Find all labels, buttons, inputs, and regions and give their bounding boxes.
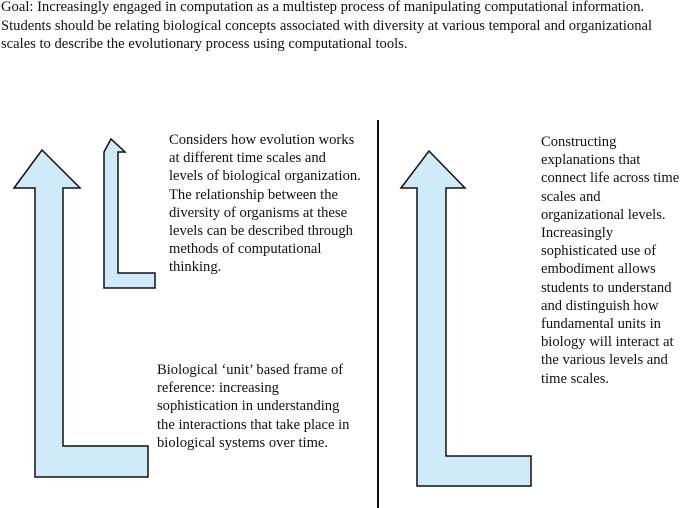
small-l-arrow (104, 139, 155, 288)
right-l-arrow (401, 151, 531, 486)
goal-statement: Goal: Increasingly engaged in computation as a multistep process of manipulating computational information. Students should be relating biological concepts associated with diversity at various temporal and organizational scales to describe the evolutionary process using computational tools. (1, 0, 653, 52)
small-arrow-description: Considers how evolution works at different time scales and levels of biological organization. The relationship between the diversity of organisms at these levels can be described through methods of computational thinking. (169, 132, 361, 276)
large-l-arrow (14, 150, 148, 477)
right-arrow-description: Constructing explanations that connect life across time scales and organizational levels. Increasingly sophisticated use of embodiment allows students to understand and distinguish how fundamental units in biology will interact at the various levels and time scales. (541, 134, 680, 387)
large-arrow-description: Biological ‘unit’ based frame of reference: increasing sophistication in understanding the interactions that take place in biological systems over time. (157, 362, 350, 451)
